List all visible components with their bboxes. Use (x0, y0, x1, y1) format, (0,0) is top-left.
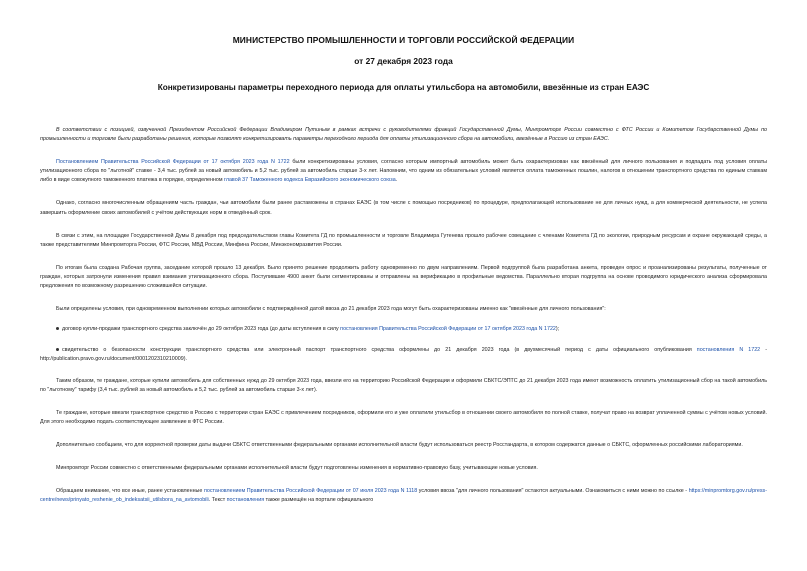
paragraph-conclusion: Таким образом, те граждане, которые купили автомобиль для собственных нужд до 29 октября 2023 года, ввезли его на территорию Российской Федерации и оформили СБКТС/ЭПТС до 21 декабря 2023 года имеют возможность оплатить утилизационный сбор на такой автомобиль по "льготному" тарифу (3,4 тыс. рублей за новый автомобиль и 5,2 тыс. рублей за автомобиль старше 3-х лет). (40, 377, 767, 393)
list-item-text: ); (555, 326, 560, 333)
paragraph-amendments: Минпромторг России совместно с ответственными федеральными органами исполнительной власти будут подготовлены изменения в нормативно-правовую базу, учитывающие новые условия. (56, 464, 538, 471)
paragraph-refund: Те граждане, которые ввезли транспортное средство в Россию с территории стран ЕАЭС с привлечением посредников, оформили его и уже оплатили утильсбор в отношении своего автомобиля по полной ставке, получат право на возврат уплаченной суммы с учётом новых условий. Для этого необходимо подать соответствующее заявление в ФТС России. (40, 409, 767, 425)
paragraph-text: . (395, 177, 398, 184)
list-item-text: договор купли-продажи транспортного средства заключён до 29 октября 2023 года (до даты вступления в силу (62, 326, 341, 333)
paragraph-conditions: Были определены условия, при одновременном выполнении которых автомобили с подтверждённой датой ввоза до 21 декабря 2023 года могут быть охарактеризованы именно как "ввезённые для личного пользования": (56, 306, 606, 313)
list-item-contract (40, 325, 767, 334)
bullet-icon (56, 327, 59, 330)
link-resolution-1722-b1[interactable]: постановления Правительства Российской Федерации от 17 октября 2023 года N 1722 (340, 326, 556, 333)
link-resolution-1722[interactable]: Постановлением Правительства Российской Федерации от 17 октября 2023 года N 1722 (56, 159, 290, 166)
paragraph-meeting: В связи с этим, на площадке Государственной Думы 8 декабря под председательством главы Комитета ГД по промышленности и торговле Владимира Гутенева прошло рабочее совещание с членами Комитета ГД по экологии, природным ресурсам и охране окружающей среды, а также представителями Минпромторга России, ФТС России, МВД России, Минфина России, Минэкономразвития России. (40, 232, 767, 248)
paragraph-text: Обращаем внимание, что все иные, ранее установленные (56, 488, 204, 495)
list-item-text: - http://publication.pravo.gov.ru/document/0001202310210009). (40, 347, 768, 363)
paragraph-registry: Дополнительно сообщаем, что для корректной проверки даты выдачи СБКТС ответственными федеральными органами исполнительной власти будут использоваться реестр Росстандарта, в котором содержатся данные о СБКТС, оформленных российскими лабораториями. (56, 441, 743, 448)
link-customs-code-ch37[interactable]: главой 37 Таможенного кодекса Евразийского экономического союза (224, 177, 396, 184)
link-minpromtorg-news[interactable]: https://minpromtorg.gov.ru/press-centre/news/prinyato_reshenie_ob_indeksatsii_utilsbora_na_avtomobili (40, 488, 768, 504)
list-item-certificate (40, 346, 767, 364)
paragraph-other-conditions (40, 487, 767, 505)
ministry-heading: МИНИСТЕРСТВО ПРОМЫШЛЕННОСТИ И ТОРГОВЛИ РОССИЙСКОЙ ФЕДЕРАЦИИ (232, 35, 575, 45)
paragraph-text: также размещён на портале официального (264, 497, 374, 504)
list-item-text: свидетельство о безопасности конструкции транспортного средства или электронный паспорт транспортного средства оформлены до 21 декабря 2023 года (в двухмесячный период с даты официального опубликования (62, 347, 697, 354)
paragraph-appeals: Однако, согласно многочисленным обращениям часть граждан, чьи автомобили были ранее растаможены в странах ЕАЭС (в том числе с помощью посредников) по процедуре, предполагающей использование не для личных нужд, а для коммерческой деятельности, не успела завершить оформление своих автомобилей с учётом действующих норм в отведённый срок. (40, 200, 767, 216)
paragraph-text: . Текст (208, 497, 227, 504)
document-date: от 27 декабря 2023 года (354, 56, 453, 66)
document-body (40, 126, 767, 519)
document-title: Конкретизированы параметры переходного периода для оплаты утильсбора на автомобили, ввезённые из стран ЕАЭС (157, 83, 650, 92)
bullet-icon (56, 348, 59, 351)
paragraph-intro: В соответствии с позицией, озвученной Президентом Российской Федерации Владимиром Путиным в рамках встречи с руководителями фракций Государственной Думы, Минпромторг России совместно с ФТС России и Комитетом Государственной Думы по промышленности и торговле были разработаны решения, которые позволят конкретизировать параметры переходного периода для оплаты утилизационного сбора на автомобили, ввезённые в Россию из стран ЕАЭС. (40, 127, 767, 143)
paragraph-text: условия ввоза "для личного пользования" остаются актуальными. Ознакомиться с ними можно по ссылке - (417, 488, 689, 495)
paragraph-resolution-1722 (40, 158, 767, 185)
link-resolution-1118[interactable]: постановлением Правительства Российской Федерации от 07 июля 2023 года N 1118 (203, 488, 418, 495)
paragraph-text: были конкретизированы условия, согласно которым импортный автомобиль может быть охарактеризован как ввезённый для личного пользования и подпадать под условия оплаты утилизационного сбора по "льготной" ставке - 3,4 тыс. рублей за новый автомобиль и 5,2 тыс. рублей за автомобиль старше 3-х лет. Напомним, что одним из обязательных условий является оплата таможенных пошлин, налогов в отношении транспортного средства по единым ставкам либо в виде совокупного таможенного платежа в порядке, определенном (40, 159, 767, 184)
link-resolution-1722-b2[interactable]: постановления N 1722 (696, 347, 761, 354)
paragraph-working-group: По итогам была создана Рабочая группа, заседание которой прошло 13 декабря. Было принято решение продолжить работу одновременно по двум направлениям. Первой подгруппой была разработана анкета, проведен опрос и проанализированы результаты, полученные от граждан, которых затронули изменения правил взимания утилизационного сбора. Поступившие 4900 анкет были сегментированы и отправлены на верификацию в профильные ведомства. Параллельно вторая подгруппа на основе проводимого юридического анализа сформировала предложения по возможному разрешению сложившейся ситуации. (40, 264, 767, 290)
link-resolution-text[interactable]: постановления (226, 497, 265, 504)
